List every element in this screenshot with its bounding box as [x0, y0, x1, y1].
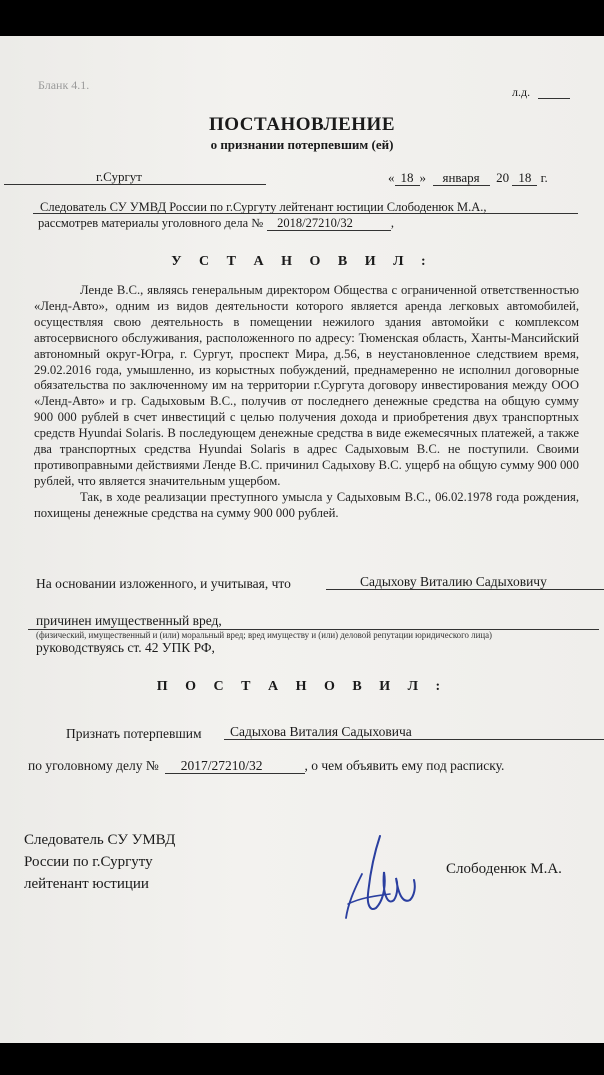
- document-page: [0, 36, 604, 1043]
- harm-note: (физический, имущественный и (или) моральный вред; вред имуществу и (или) деловой репутации юридического лица): [36, 630, 493, 640]
- form-number: Бланк 4.1.: [38, 78, 90, 92]
- investigator-rule: [33, 213, 578, 214]
- resolution-case-suffix: , о чем объявить ему под расписку.: [304, 758, 505, 773]
- basis-text: На основании изложенного, и учитывая, что: [36, 576, 291, 591]
- harm-text: причинен имущественный вред,: [36, 613, 222, 628]
- signer-position-line-3: лейтенант юстиции: [24, 876, 149, 892]
- case-prefix: рассмотрев материалы уголовного дела №: [38, 216, 264, 230]
- date-open-quote: «: [388, 170, 395, 185]
- victim-accusative-rule: [224, 739, 604, 740]
- recognize-label: Признать потерпевшим: [66, 726, 202, 741]
- document-date: [388, 170, 548, 186]
- resolution-case-prefix: по уголовному делу №: [28, 758, 159, 773]
- signer-position-line-2: России по г.Сургуту: [24, 854, 153, 870]
- victim-dative-rule: [326, 589, 604, 590]
- top-black-bar: [0, 0, 604, 36]
- case-line: [38, 216, 394, 231]
- date-year-prefix: 20: [496, 170, 510, 185]
- case-number: 2018/27210/32: [267, 216, 391, 231]
- findings-paragraph-2: Так, в ходе реализации преступного умысла у Садыховым В.С., 06.02.1978 года рождения, похищены денежные средства на сумму 900 000 рублей.: [34, 489, 579, 520]
- city-rule: [4, 184, 266, 185]
- victim-name-dative: Садыхову Виталию Садыховичу: [360, 574, 547, 589]
- case-file-label: л.д.: [512, 85, 531, 99]
- document-subtitle: о признании потерпевшим (ей): [210, 137, 394, 152]
- handwritten-signature: [340, 834, 420, 924]
- guided-by: руководствуясь ст. 42 УПК РФ,: [36, 640, 215, 655]
- heading-established: У С Т А Н О В И Л :: [171, 254, 433, 269]
- date-year-suffix: 18: [512, 170, 537, 186]
- signer-name: Слободенюк М.А.: [446, 861, 562, 877]
- date-year-unit: г.: [540, 170, 548, 185]
- findings-body: [34, 283, 579, 522]
- bottom-black-bar: [0, 1043, 604, 1075]
- resolution-case-line: [28, 758, 504, 774]
- signer-position-line-1: Следователь СУ УМВД: [24, 832, 176, 848]
- investigator-line: Следователь СУ УМВД России по г.Сургуту лейтенант юстиции Слободенюк М.А.,: [40, 200, 487, 214]
- date-day: 18: [395, 170, 420, 186]
- signer-position: [24, 829, 175, 895]
- document-title: ПОСТАНОВЛЕНИЕ: [208, 114, 396, 135]
- city: г.Сургут: [96, 169, 142, 184]
- victim-name-accusative: Садыхова Виталия Садыховича: [230, 724, 412, 739]
- date-close-quote: »: [419, 170, 426, 185]
- date-month: января: [433, 170, 490, 186]
- heading-resolved: П О С Т А Н О В И Л :: [156, 679, 448, 694]
- findings-paragraph-1: Ленде В.С., являясь генеральным директором Общества с ограниченной ответственностью «Ленд-Авто», одним из видов деятельности которого является аренда легковых автомобилей, осуществляя свою деятельность в помещении нежилого здания автомойки с комплексом автосервисного обслуживания, расположенного по адресу: Тюменская область, Ханты-Мансийский автономный округ-Югра, г. Сургут, проспект Мира, д.56, в неустановленное следствием время, 29.02.2016 года, умышленно, из корыстных побуждений, преднамеренно не исполнил договорные обязательства по заключенному им на территории г.Сургута договору инвестирования между ООО «Ленд-Авто» и гр. Садыховым В.С., получив от последнего денежные средства на общую сумму 900 000 рублей в счет инвестиций с целью получения дохода и приобретения двух транспортных средств Hyundai Solaris. В последующем денежные средства в виде ежемесячных платежей, а также два транспортных средства Hyundai Solaris в адрес Садыховым В.С. не поступили. Своими противоправными действиями Ленде В.С. причинил Садыхову В.С. ущерб на общую сумму 900 000 рублей, что является значительным ущербом.: [34, 283, 579, 488]
- resolution-case-number: 2017/27210/32: [165, 758, 305, 774]
- case-file-blank: [538, 98, 570, 99]
- case-suffix: ,: [390, 216, 394, 230]
